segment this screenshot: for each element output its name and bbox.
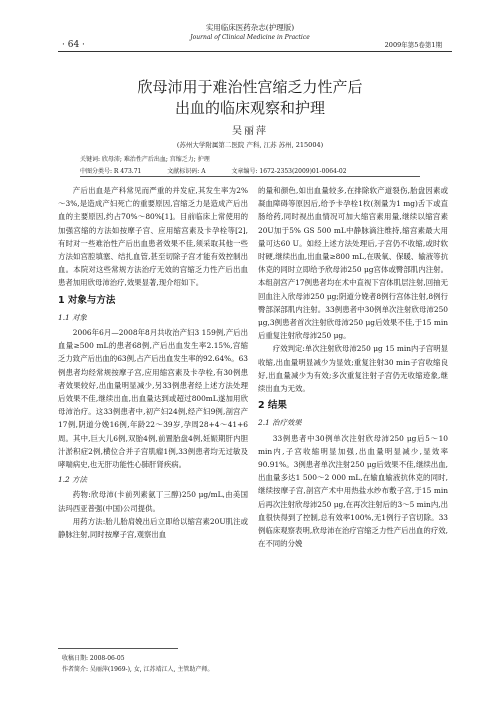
article-title-line2: 出血的临床观察和护理 xyxy=(174,99,325,117)
method-paragraph: 用药方法:胎儿胎肩娩出后立即给以缩宫素20U肌注或静脉注射,同时按摩子宫,观察出血 xyxy=(58,516,248,540)
page-number: · 64 · xyxy=(62,40,85,50)
received-date: 收稿日期: 2008-06-05 xyxy=(62,655,125,662)
results-paragraph: 33例患者中30例单次注射欣母沛250 μg后5～10 min内,子宫收缩明显加强,出血量明显减少,显效率90.91%。3例患者单次注射250 μg后效果不佳,继续出血,出血量多达1 500～2 000 mL,在输血输液抗休克的同时,继续按摩子宫,剖宫产术中用热盐水纱布敷子宫,于15 min后再次注射欣母沛250 μg,在再次注射后的3～5 min内,出血很快得到了控制,总有效率100%,无1例行子宫切除。33例临床观察表明,欣母沛在治疗宫缩乏力性产后出血的疗效,在不同的分娩 xyxy=(258,433,448,549)
issue-label: 2009年第5卷第1期 xyxy=(384,41,442,49)
article-number: 文章编号: 1672-2353(2009)01-0064-02 xyxy=(231,168,347,175)
journal-title-en: Journal of Clinical Medicine in Practice xyxy=(190,34,310,41)
drug-paragraph: 药物:欣母沛(卡前列素氨丁三醇)250 μg/mL,由美国法玛西亚普强(中国)公司提供。 xyxy=(58,490,248,513)
section-1-heading: 1 对象与方法 xyxy=(58,294,116,306)
subsection-1-2-heading: 1.2 方法 xyxy=(58,475,87,485)
author-bio: 作者简介: 吴丽萍(1969-), 女, 江苏靖江人, 主管助产师。 xyxy=(62,666,214,673)
keywords: 关键词: 欣母沛; 难治性产后出血; 宫缩乏力; 护理 xyxy=(80,156,210,163)
section-2-heading: 2 结果 xyxy=(258,400,287,412)
article-title-line1: 欣母沛用于难治性宫缩乏力性产后 xyxy=(137,78,363,96)
right-column xyxy=(258,184,448,550)
header-rule xyxy=(58,51,452,52)
author-affiliation: (苏州大学附属第二医院 产科, 江苏 苏州, 215004) xyxy=(176,141,324,149)
classification-line xyxy=(80,166,440,175)
document-code: 文献标识码: A xyxy=(167,168,206,175)
left-column xyxy=(58,184,248,541)
journal-title-cn: 实用临床医药杂志(护理版) xyxy=(205,23,295,32)
clc-number: 中图分类号: R 473.71 xyxy=(80,168,142,175)
subjects-paragraph: 2006年6月—2008年8月共收治产妇3 159例,产后出血量≥500 mL的患者68例,产后出血发生率2.15%,宫缩乏力致产后出血的63例,占产后出血发生率的92.64%。63例患者均经常规按摩子宫,应用缩宫素及卡孕栓,有30例患者效果较好,出血量明显减少,另33例患者经上述方法处理后效果不佳,继续出血,出血量达到或超过800mL遂加用欣母沛治疗。这33例患者中,初产妇24例,经产妇9例,剖宫产17例,阴道分娩16例,年龄22～39岁,孕周28+4～41+6周。其中,巨大儿6例,双胎4例,前置胎盘4例,妊娠期肝内胆汁淤积症2例,横位合并子宫肌瘤1例,33例患者均无过敏及哮喘病史,也无肝功能性心肺肝肾疾病。 xyxy=(58,328,248,470)
subsection-2-1-heading: 2.1 治疗效果 xyxy=(258,418,302,428)
efficacy-criteria-paragraph: 疗效判定:单次注射欣母沛250 μg 15 min内子宫明显收缩,出血量明显减少为显效;重复注射30 min子宫收缩良好,出血量减少为有效;多次重复注射子宫仍无收缩迹象,继续出血为无效。 xyxy=(258,344,448,394)
subsection-1-1-heading: 1.1 对象 xyxy=(58,312,87,322)
method-continued-paragraph: 的量和颜色,如出血量较多,在排除软产道裂伤,胎盘因素或凝血障碍等原因后,给予卡孕栓1枚(剂量为1 mg)舌下或直肠给药,同时视出血情况可加大缩宫素用量,继续以缩宫素20U加于5% GS 500 mL中静脉滴注维持,缩宫素最大用量可达60 U。如经上述方法处理后,子宫仍不收缩,或时软时硬,继续出血,出血量≥800 mL,在吸氧、保暖、输液等抗休克的同时立即给予欣母沛250 μg宫体或臀部肌内注射。本组剖宫产17例患者均在术中直视下宫体肌层注射,回抽无回血注入欣母沛250 μg;阴道分娩者8例行宫体注射,8例行臀部深部肌内注射。33例患者中30例单次注射欣母沛250 μg,3例患者首次注射欣母沛250 μg后效果不佳,于15 min后重复注射欣母沛250 μg。 xyxy=(258,186,448,341)
meta-rule xyxy=(80,176,420,177)
footnote-rule xyxy=(58,648,178,649)
intro-paragraph: 产后出血是产科常见而严重的并发症,其发生率为2%～3%,是造成产妇死亡的重要原因,宫缩乏力是造成产后出血的主要原因,约占70%～80%[1]。目前临床上常使用的加强宫缩的方法如按摩子宫、应用缩宫素及卡孕栓等[2],有时对一些难治性产后出血患者效果不佳,须采取其他一些方法如宫腔填塞、结扎血管,甚至切除子宫才能有效控制出血。本院对这些常规方法治疗无效的宫缩乏力性产后出血患者加用欣母沛治疗,效果显著,现介绍如下。 xyxy=(58,186,248,288)
author-name: 吴丽萍 xyxy=(232,126,268,137)
